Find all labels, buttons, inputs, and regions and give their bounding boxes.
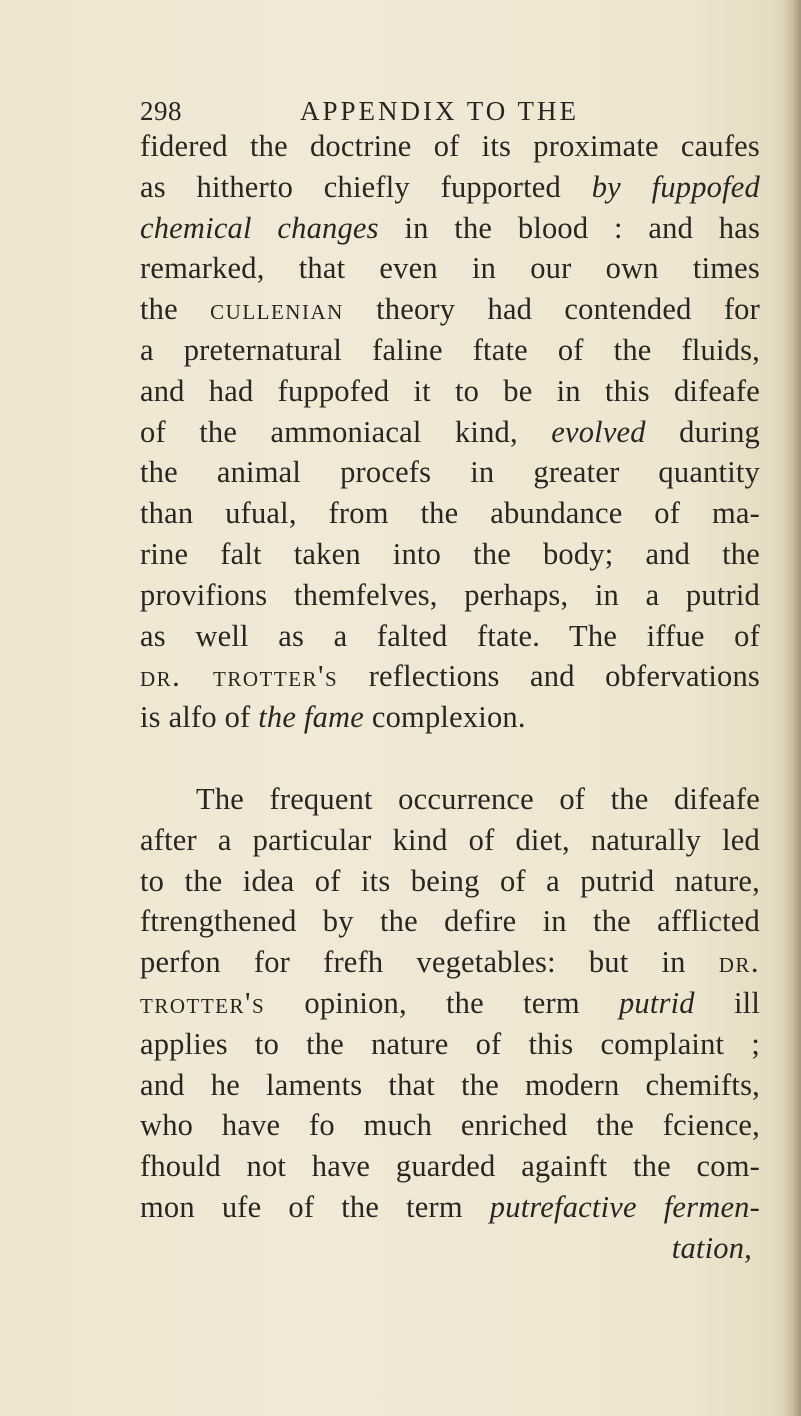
text-run: to the idea of its being of a putrid nature, [140, 863, 760, 898]
text-run: during [679, 414, 761, 449]
text-run: in the blood : and has [404, 210, 761, 245]
page-edge-shadow [783, 0, 801, 1416]
text-run: and had fuppofed it to be in this difeafe [140, 373, 760, 408]
text-line [140, 1187, 760, 1228]
text-line [140, 493, 760, 534]
text-run: of the ammoniacal kind, [140, 414, 518, 449]
text-line [140, 901, 760, 942]
text-line [140, 534, 760, 575]
small-caps-name: cullenian [210, 292, 344, 327]
text-line [140, 983, 760, 1024]
text-line [140, 1024, 760, 1065]
small-caps-name: dr. [718, 945, 760, 980]
text-run: the animal procefs in greater quantity [140, 455, 760, 490]
text-line [140, 289, 760, 330]
italic-text: by fuppofed [591, 169, 760, 204]
page-number: 298 [140, 96, 182, 126]
text-line [140, 330, 760, 371]
text-run: a preternatural faline ftate of the fluids, [140, 332, 760, 367]
text-run: remarked, that even in our own times [140, 251, 760, 286]
text-run: the [140, 292, 178, 327]
text-line [140, 697, 760, 738]
text-line [140, 656, 760, 697]
text-run: provifions themfelves, perhaps, in a putrid [140, 577, 760, 612]
italic-text: evolved [551, 414, 646, 449]
text-run: complexion. [371, 700, 526, 735]
text-line [140, 248, 760, 289]
text-run: ill [733, 985, 760, 1020]
text-run: is alfo of [140, 700, 251, 735]
italic-text: putrid [618, 985, 695, 1020]
text-run: as hitherto chiefly fupported [140, 169, 561, 204]
text-run: who have fo much enriched the fcience, [140, 1108, 760, 1143]
italic-text: chemical changes [140, 210, 379, 245]
text-run: fidered the doctrine of its proximate caufes [140, 129, 760, 163]
text-run: mon ufe of the term [140, 1189, 463, 1224]
text-line [140, 575, 760, 616]
text-line [140, 861, 760, 902]
text-run: than ufual, from the abundance of ma- [140, 496, 760, 531]
text-line [140, 779, 760, 820]
small-caps-name: trotter's [140, 985, 266, 1020]
paragraph-gap [140, 738, 760, 779]
text-run: and he laments that the modern chemifts, [140, 1067, 760, 1102]
text-run: applies to the nature of this complaint ; [140, 1026, 760, 1061]
text-run: ftrengthened by the defire in the afflicted [140, 904, 760, 939]
paragraph-1 [140, 126, 760, 738]
text-run: rine falt taken into the body; and the [140, 536, 760, 571]
small-caps-name: dr. trotter's [140, 659, 339, 694]
italic-text: putrefactive fermen- [489, 1189, 760, 1224]
text-run: The frequent occurrence of the difeafe [196, 781, 760, 816]
text-line [140, 126, 760, 167]
body-text [140, 126, 760, 1269]
text-run: after a particular kind of diet, naturally led [140, 822, 760, 857]
paragraph-2 [140, 779, 760, 1269]
text-run: theory had contended for [376, 292, 760, 327]
italic-text: the fame [258, 700, 365, 735]
text-run: perfon for frefh vegetables: but in [140, 945, 686, 980]
text-line [140, 208, 760, 249]
text-line [140, 412, 760, 453]
running-head: APPENDIX TO THE [300, 96, 580, 126]
text-run: opinion, the term [304, 985, 580, 1020]
text-run: fhould not have guarded againft the com- [140, 1149, 760, 1184]
text-line [140, 616, 760, 657]
text-line [140, 942, 760, 983]
text-line [140, 1146, 760, 1187]
text-line [140, 167, 760, 208]
text-line [140, 371, 760, 412]
text-run: as well as a falted ftate. The iffue of [140, 618, 760, 653]
text-line [140, 1065, 760, 1106]
text-line [140, 452, 760, 493]
text-line [140, 1105, 760, 1146]
text-run: reflections and obfervations [368, 659, 761, 694]
text-line [140, 820, 760, 861]
catchword: tation, [671, 1230, 752, 1265]
